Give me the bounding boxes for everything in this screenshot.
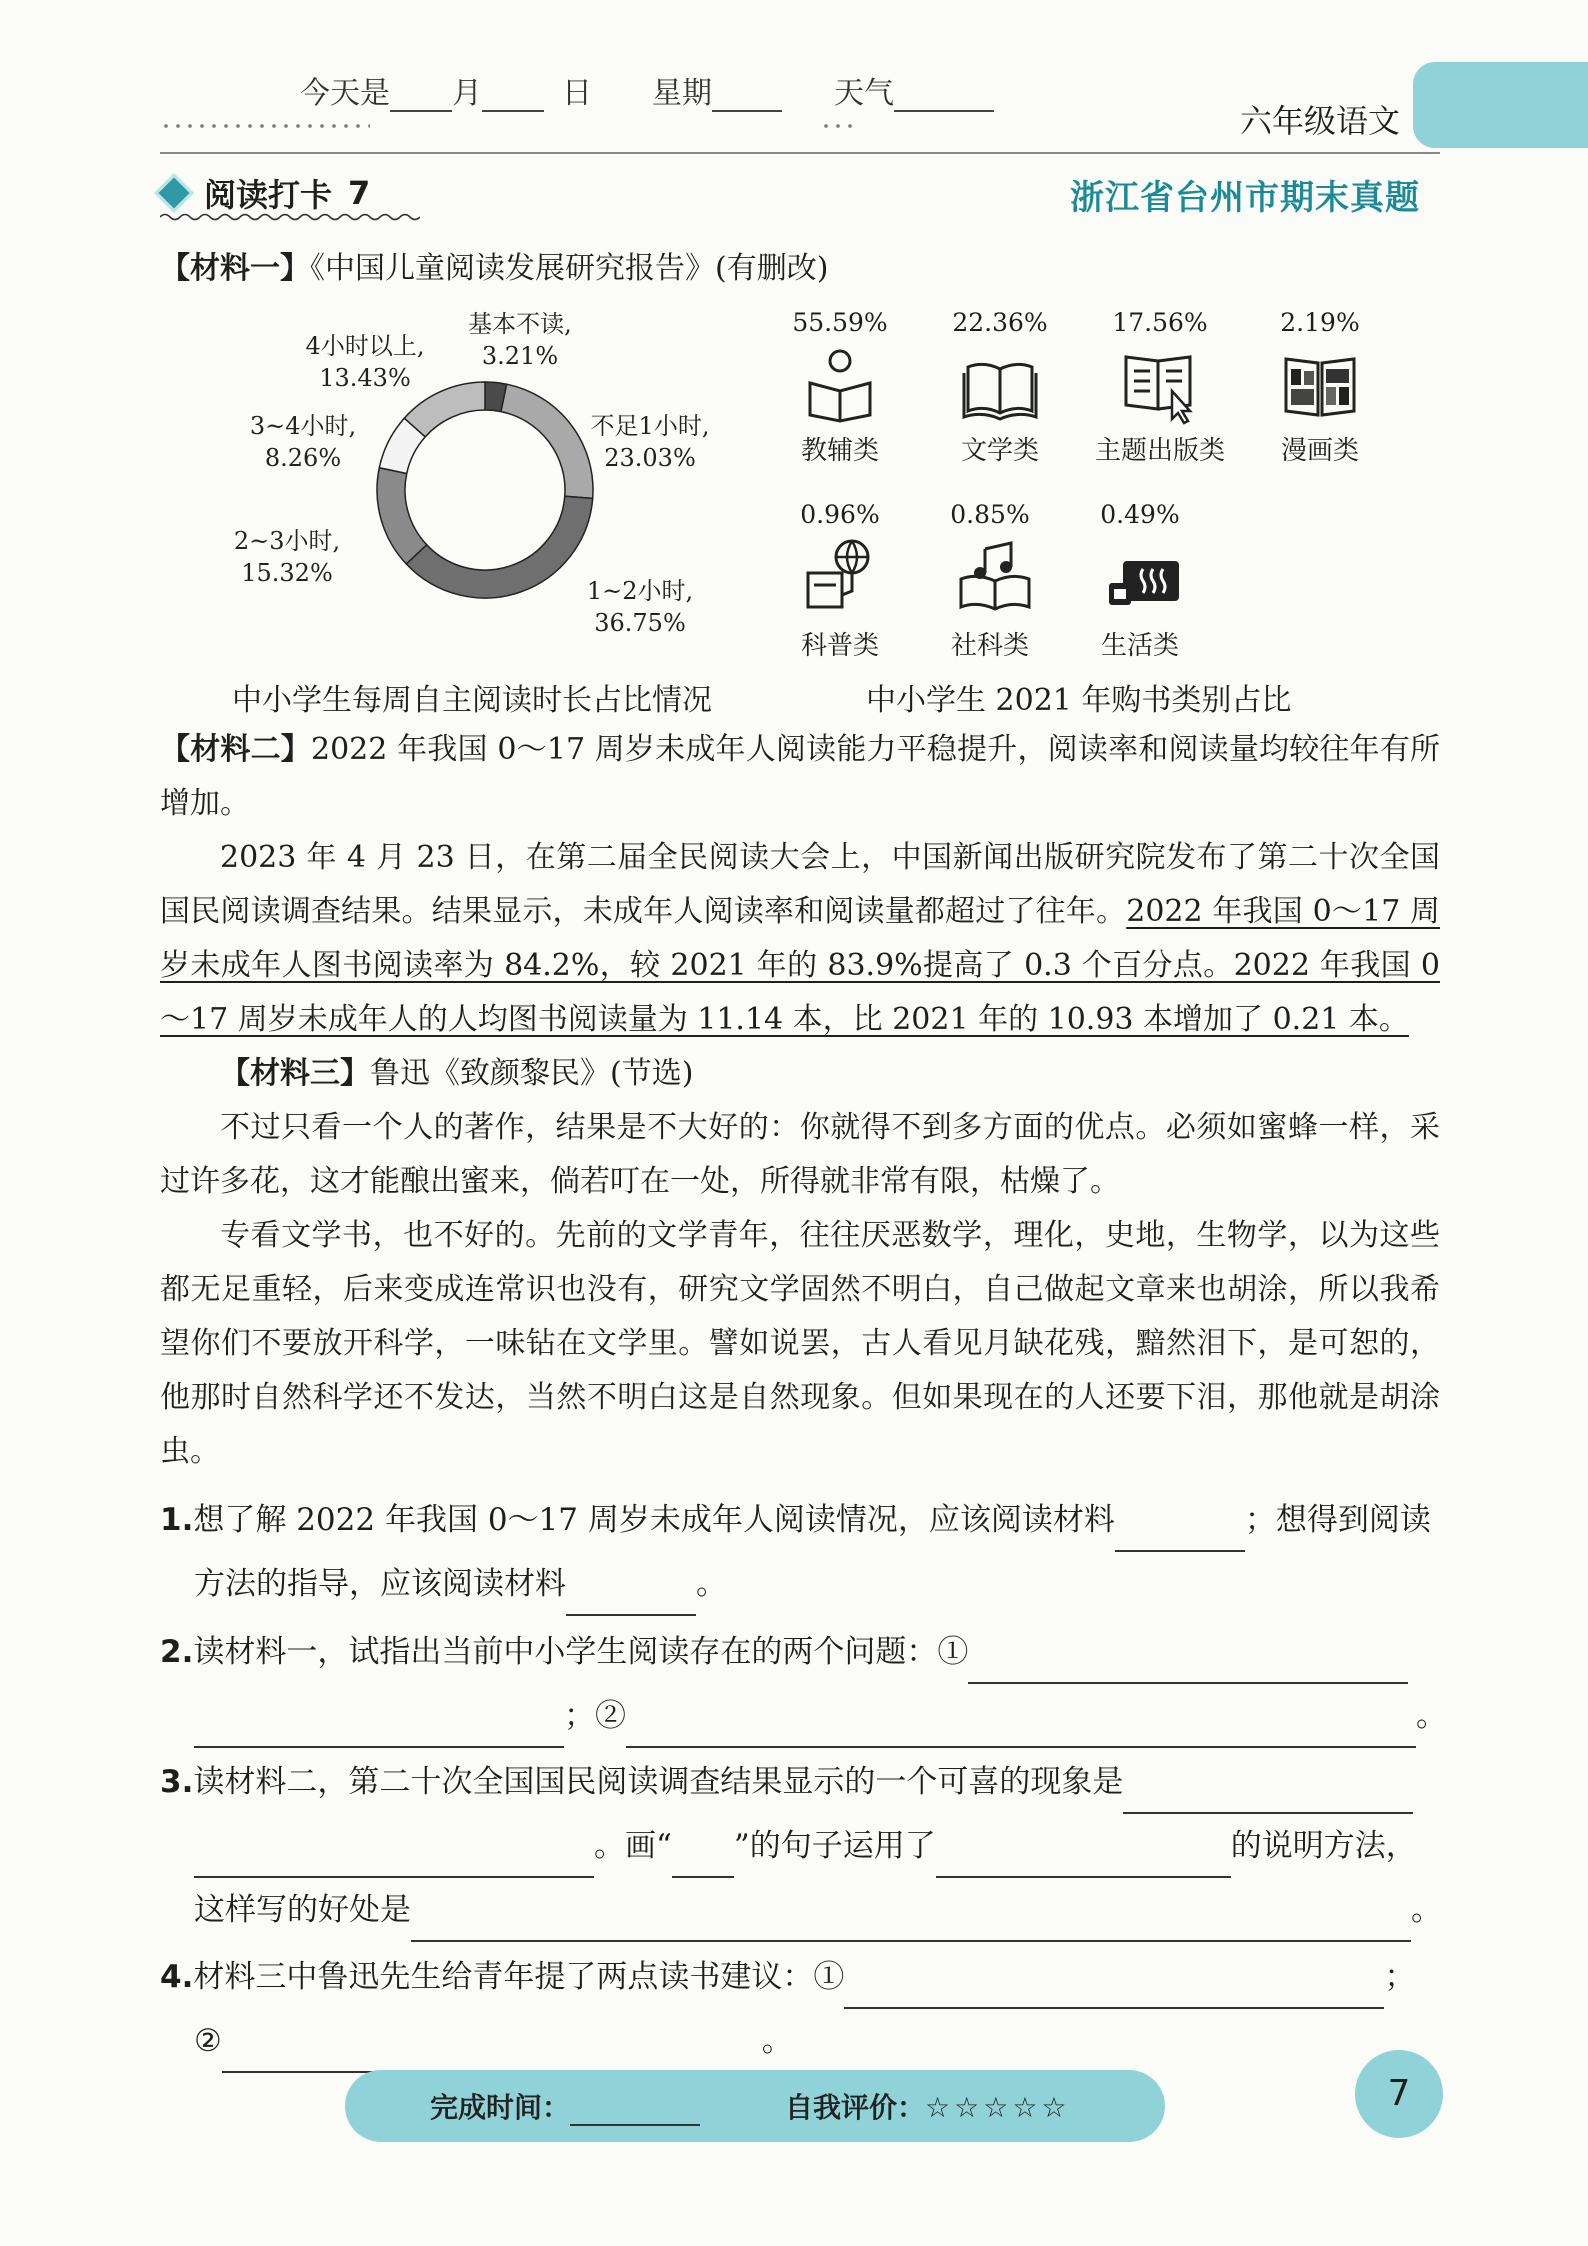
day-blank[interactable]: [482, 80, 544, 112]
pie-label-lt1: [570, 410, 730, 474]
pie-value: 3.21%: [481, 342, 559, 370]
pie-value: 8.26%: [264, 444, 342, 472]
pie-label-4plus: [300, 330, 430, 394]
material1-title: 《中国儿童阅读发展研究报告》(有删改): [310, 251, 829, 286]
material2-label: 【材料二】: [160, 732, 311, 767]
q-number: 1.: [160, 1502, 194, 1538]
answer-blank[interactable]: [968, 1648, 1408, 1684]
q-text: 想了解 2022 年我国 0～17 周岁未成年人阅读情况，应该阅读材料: [193, 1502, 1115, 1538]
material1-heading: [160, 242, 1440, 296]
month-blank[interactable]: [390, 80, 452, 112]
q-text: 读材料二，第二十次全国国民阅读调查结果显示的一个可喜的现象是: [193, 1764, 1124, 1800]
material2-p2-underlined: 2022 年我国 0～17 周岁未成年人图书阅读率为 84.2%，较 2021 年的 83.9%提高了 0.3 个百分点。2022 年我国 0～17 周岁未成年人的人均图书阅读量为 11.14 本，比 2021 年的 10.93 本增加了 0.21 本。: [160, 894, 1441, 1037]
completion-time: [430, 2086, 700, 2126]
question-3: [160, 1750, 1450, 1942]
pie-value: 36.75%: [594, 609, 686, 637]
q-number: 4.: [160, 1959, 194, 1995]
material2-p1: [160, 723, 1440, 831]
q-text: 。: [1416, 1698, 1447, 1734]
material1-label: 【材料一】: [160, 251, 310, 286]
q-text: 。: [1411, 1892, 1442, 1928]
header-divider: [160, 152, 1440, 154]
section-number: 7: [348, 174, 371, 212]
pie-label-1to2: [570, 575, 710, 639]
q-text: ；想得到阅读: [1244, 1502, 1431, 1538]
book-category: 漫画类: [1280, 436, 1359, 466]
question-2: [160, 1620, 1450, 1748]
question-1: [160, 1488, 1450, 1616]
q-text: ；: [1384, 1959, 1416, 1995]
pie-label-3to4: [238, 410, 368, 474]
material3-heading: [160, 1047, 1440, 1101]
books-caption: 中小学生 2021 年购书类别占比: [866, 683, 1292, 718]
book-pct: 55.59%: [792, 308, 888, 337]
answer-blank[interactable]: [844, 1973, 1384, 2009]
section-title: [160, 168, 370, 218]
book-category: 主题出版类: [1094, 436, 1225, 466]
pie-label-2to3: [222, 525, 352, 589]
dotted-rule: [820, 124, 860, 128]
answer-blank[interactable]: [222, 2037, 762, 2073]
self-evaluation: [785, 2086, 1071, 2126]
pie-category: 不足1小时,: [590, 412, 710, 440]
book-pct: 0.49%: [1100, 500, 1180, 529]
book-cursor-icon: [1120, 345, 1200, 425]
globe-book-icon: [800, 535, 880, 615]
dotted-rule: [160, 124, 370, 128]
exam-source: 浙江省台州市期末真题: [1070, 178, 1420, 218]
material2-p2: [160, 831, 1440, 1047]
material3: [160, 1047, 1440, 1479]
q-text: 读材料一，试指出当前中小学生阅读存在的两个问题：①: [193, 1634, 969, 1670]
q-number: 3.: [160, 1764, 194, 1800]
donut-slice-3: [377, 468, 427, 564]
q-text: 的说明方法，: [1230, 1828, 1417, 1864]
answer-blank[interactable]: [194, 1842, 594, 1878]
life-icon: [1105, 535, 1185, 615]
book-pct: 22.36%: [952, 308, 1048, 337]
reader-icon: [800, 345, 880, 425]
book-category: 生活类: [1100, 631, 1179, 661]
weekday-label: 星期: [652, 76, 712, 111]
weather-blank[interactable]: [894, 80, 994, 112]
q-text: 方法的指导，应该阅读材料: [194, 1566, 566, 1602]
date-today-label: 今天是: [300, 76, 390, 111]
answer-blank[interactable]: [1123, 1778, 1413, 1814]
pie-value: 23.03%: [604, 444, 696, 472]
book-pct: 0.96%: [800, 500, 880, 529]
material2-p2-plain: 2023 年 4 月 23 日，在第二届全民阅读大会上，中国新闻出版研究院发布了第二十次全国国民阅读调查结果。结果显示，未成年人阅读率和阅读量都超过了往年。: [160, 840, 1440, 929]
day-label: 日: [562, 76, 592, 111]
q-text: 。: [696, 1566, 727, 1602]
open-book-icon: [960, 345, 1040, 425]
q-text: 这样写的好处是: [194, 1892, 411, 1928]
q-text: ②: [194, 2023, 222, 2059]
grade-tab: [1413, 62, 1588, 148]
eval-label: 自我评价：: [785, 2091, 926, 2124]
page-number: 7: [1355, 2050, 1443, 2138]
section-title-text: 阅读打卡: [204, 176, 333, 214]
star-rating[interactable]: ☆☆☆☆☆: [925, 2091, 1071, 2124]
weekday-blank[interactable]: [712, 80, 782, 112]
pie-category: 2~3小时,: [233, 527, 341, 555]
material2-p1-text: 2022 年我国 0～17 周岁未成年人阅读能力平稳提升，阅读率和阅读量均较往年有所增加。: [160, 732, 1441, 821]
book-category: 社科类: [950, 631, 1029, 661]
pie-category: 基本不读,: [468, 310, 572, 338]
book-category: 教辅类: [800, 436, 879, 466]
underline-marker-blank: [672, 1842, 734, 1878]
time-blank[interactable]: [570, 2096, 700, 2126]
wave-underline: [160, 212, 420, 222]
question-4: [160, 1945, 1450, 2073]
q-text: 材料三中鲁迅先生给青年提了两点读书建议：①: [193, 1959, 845, 1995]
pie-category: 4小时以上,: [305, 332, 425, 360]
comic-icon: [1280, 345, 1360, 425]
q-text: 。: [761, 2023, 793, 2059]
answer-blank[interactable]: [1115, 1516, 1245, 1552]
q-text: ；②: [564, 1698, 626, 1734]
pie-label-none: [450, 308, 590, 372]
date-line: [300, 68, 994, 112]
q-text: 。画“: [594, 1828, 672, 1864]
answer-blank[interactable]: [411, 1906, 1411, 1942]
pie-value: 15.32%: [241, 559, 333, 587]
material3-p2: 专看文学书，也不好的。先前的文学青年，往往厌恶数学，理化，史地，生物学，以为这些都无足重轻，后来变成连常识也没有，研究文学固然不明白，自己做起文章来也胡涂，所以我希望你们不要放开科学，一味钻在文学里。譬如说罢，古人看见月缺花残，黯然泪下，是可恕的，他那时自然科学还不发达，当然不明白这是自然现象。但如果现在的人还要下泪，那他就是胡涂虫。: [160, 1218, 1440, 1469]
answer-blank[interactable]: [626, 1712, 1416, 1748]
book-category: 文学类: [960, 436, 1039, 466]
q-text: ”的句子运用了: [733, 1828, 936, 1864]
answer-blank[interactable]: [194, 1712, 564, 1748]
weather-label: 天气: [834, 76, 894, 111]
material3-p1: 不过只看一个人的著作，结果是不大好的：你就得不到多方面的优点。必须如蜜蜂一样，采过许多花，这才能酿出蜜来，倘若叮在一处，所得就非常有限，枯燥了。: [160, 1110, 1440, 1199]
donut-slice-2: [406, 496, 592, 598]
donut-caption: 中小学生每周自主阅读时长占比情况: [232, 683, 712, 718]
book-pct: 0.85%: [950, 500, 1030, 529]
pie-value: 13.43%: [319, 364, 411, 392]
pie-category: 1~2小时,: [586, 577, 694, 605]
answer-blank[interactable]: [566, 1580, 696, 1616]
month-label: 月: [452, 76, 482, 111]
material2: [160, 723, 1440, 1047]
material3-title: 鲁迅《致颜黎民》(节选): [370, 1056, 694, 1091]
q-number: 2.: [160, 1634, 194, 1670]
music-book-icon: [955, 535, 1035, 615]
material3-label: 【材料三】: [220, 1056, 370, 1091]
grade-label: 六年级语文: [1240, 102, 1401, 140]
reading-time-donut: [370, 375, 600, 605]
book-category: 科普类: [800, 631, 879, 661]
book-pct: 2.19%: [1280, 308, 1360, 337]
pie-category: 3~4小时,: [249, 412, 357, 440]
time-label: 完成时间：: [430, 2091, 571, 2124]
book-pct: 17.56%: [1112, 308, 1208, 337]
diamond-icon: [154, 173, 194, 213]
answer-blank[interactable]: [936, 1842, 1231, 1878]
